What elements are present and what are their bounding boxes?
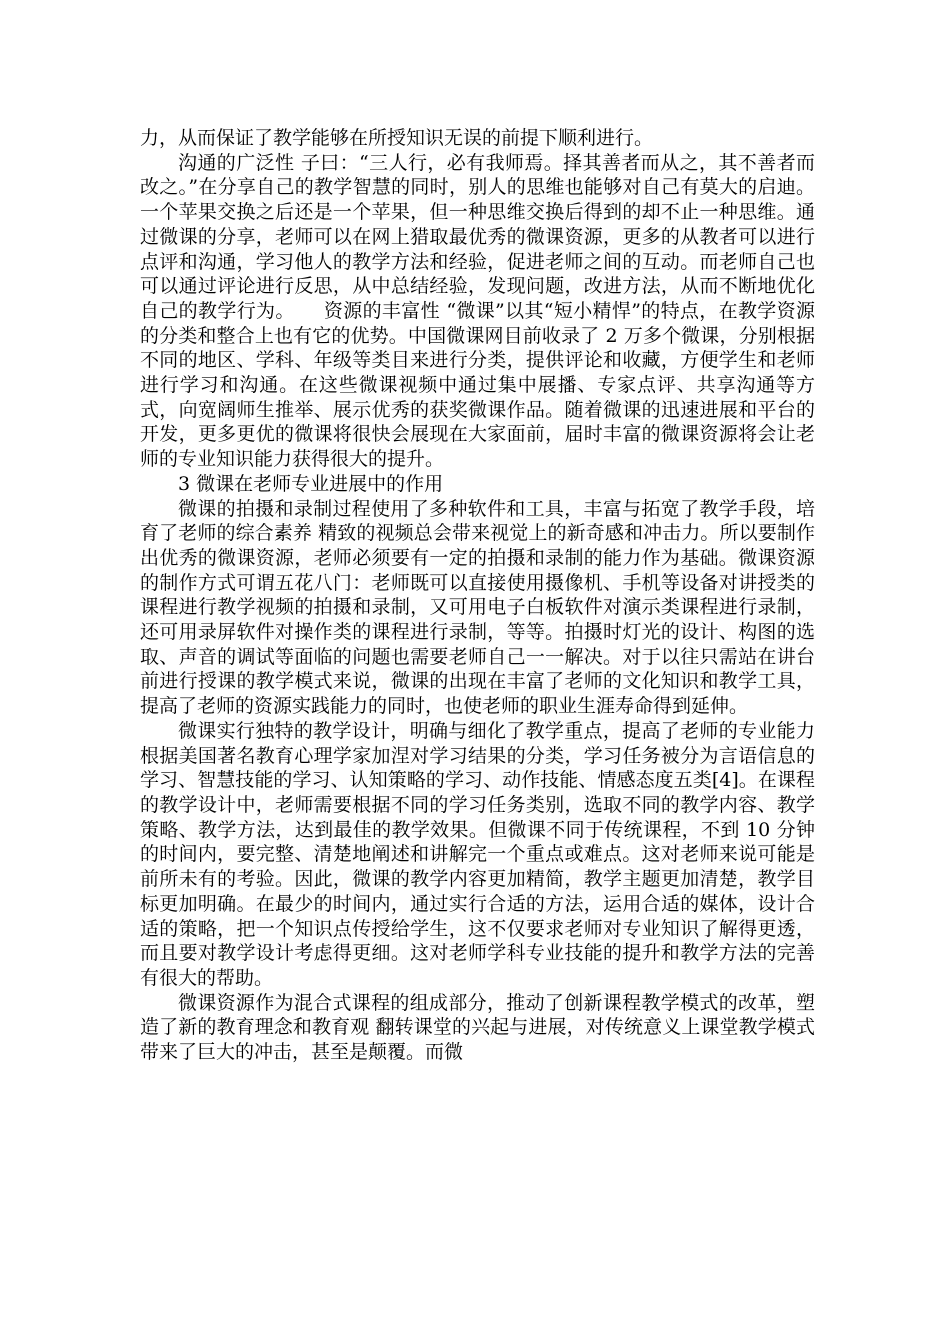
paragraph-recording-skills: 微课的拍摄和录制过程使用了多种软件和工具，丰富与拓宽了教学手段，培育了老师的综合素养 精致的视频总会带来视觉上的新奇感和冲击力。所以要制作出优秀的微课资源，老师必须要有一定的拍摄和录制的能力作为基础。微课资源的制作方式可谓五花八门：老师既可以直接使用摄像机、手机等设备对讲授类的课程进行教学视频的拍摄和录制，又可用电子白板软件对演示类课程进行录制，还可用录屏软件对操作类的课程进行录制，等等。拍摄时灯光的设计、构图的选取、声音的调试等面临的问题也需要老师自己一一解决。对于以往只需站在讲台前进行授课的教学模式来说，微课的出现在丰富了老师的文化知识和教学工具，提高了老师的资源实践能力的同时，也使老师的职业生涯寿命得到延伸。: [140, 497, 815, 718]
paragraph-teaching-design: 微课实行独特的教学设计，明确与细化了教学重点，提高了老师的专业能力 根据美国著名教育心理学家加涅对学习结果的分类，学习任务被分为言语信息的学习、智慧技能的学习、认知策略的学习、动作技能、情感态度五类[4]。在课程的教学设计中，老师需要根据不同的学习任务类别，选取不同的教学内容、教学策略、教学方法，达到最佳的教学效果。但微课不同于传统课程，不到 10 分钟的时间内，要完整、清楚地阐述和讲解完一个重点或难点。这对老师来说可能是前所未有的考验。因此，微课的教学内容更加精简，教学主题更加清楚，教学目标更加明确。在最少的时间内，通过实行合适的方法，运用合适的媒体，设计合适的策略，把一个知识点传授给学生，这不仅要求老师对专业知识了解得更透，而且要对教学设计考虑得更细。这对老师学科专业技能的提升和教学方法的完善有很大的帮助。: [140, 719, 815, 989]
paragraph-continued: 力，从而保证了教学能够在所授知识无误的前提下顺利进行。: [140, 127, 654, 149]
document-page: [140, 126, 815, 1065]
paragraph-blended-course: 微课资源作为混合式课程的组成部分，推动了创新课程教学模式的改革，塑造了新的教育理念和教育观 翻转课堂的兴起与进展，对传统意义上课堂教学模式带来了巨大的冲击，甚至是颠覆。而微: [140, 991, 815, 1064]
section-heading: 3 微课在老师专业进展中的作用: [178, 472, 444, 495]
paragraph-communication-resources: 沟通的广泛性 子曰：“三人行，必有我师焉。择其善者而从之，其不善者而改之。”在分享自己的教学智慧的同时，别人的思维也能够对自己有莫大的启迪。一个苹果交换之后还是一个苹果，但一种思维交换后得到的却不止一种思维。通过微课的分享，老师可以在网上猎取最优秀的微课资源，更多的从教者可以进行点评和沟通，学习他人的教学方法和经验，促进老师之间的互动。而老师自己也可以通过评论进行反思，从中总结经验，发现问题，改进方法，从而不断地优化自己的教学行为。 资源的丰富性 “微课”以其“短小精悍”的特点，在教学资源的分类和整合上也有它的优势。中国微课网目前收录了 2 万多个微课，分别根据不同的地区、学科、年级等类目来进行分类，提供评论和收藏，方便学生和老师进行学习和沟通。在这些微课视频中通过集中展播、专家点评、共享沟通等方式，向宽阔师生推举、展示优秀的获奖微课作品。随着微课的迅速进展和平台的开发，更多更优的微课将很快会展现在大家面前，届时丰富的微课资源将会让老师的专业知识能力获得很大的提升。: [140, 151, 815, 471]
